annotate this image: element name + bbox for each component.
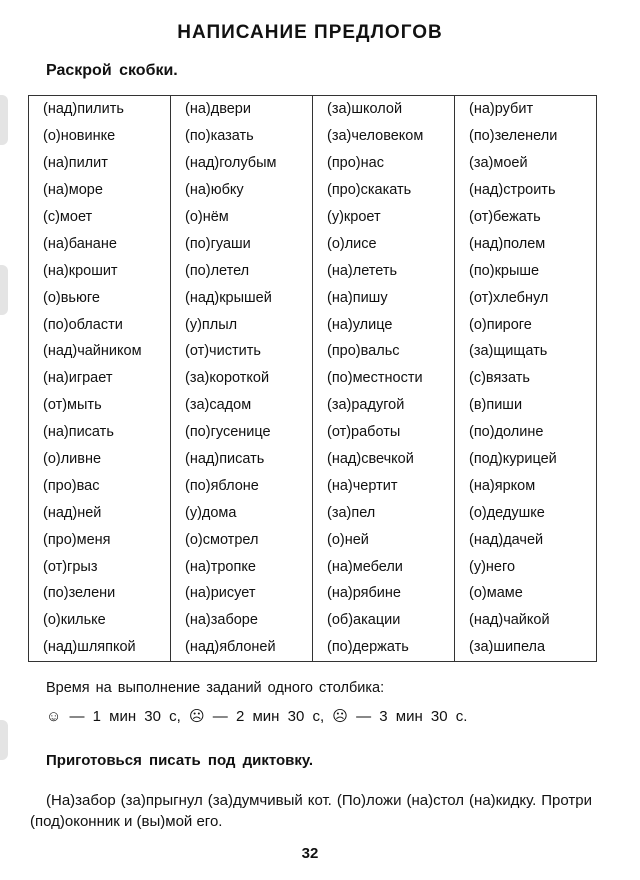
word-cell: (по)зеленели — [455, 123, 597, 150]
word-cell: (по)зелени — [29, 580, 171, 607]
dictation-heading: Приготовься писать под диктовку. — [46, 752, 314, 769]
word-cell: (за)человеком — [313, 123, 455, 150]
word-cell: (за)пел — [313, 499, 455, 526]
word-cell: (на)пилит — [29, 150, 171, 177]
word-cell: (над)чайником — [29, 338, 171, 365]
word-cell: (про)вас — [29, 472, 171, 499]
table-row — [29, 311, 597, 338]
table-row — [29, 123, 597, 150]
word-cell: (за)щищать — [455, 338, 597, 365]
table-row — [29, 607, 597, 634]
word-cell: (у)плыл — [171, 311, 313, 338]
word-cell: (по)крыше — [455, 257, 597, 284]
table-row — [29, 257, 597, 284]
word-cell: (по)летел — [171, 257, 313, 284]
word-cell: (на)тропке — [171, 553, 313, 580]
word-cell: (на)двери — [171, 96, 313, 123]
word-cell: (за)моей — [455, 150, 597, 177]
word-cell: (о)новинке — [29, 123, 171, 150]
task-instruction: Раскрой скобки. — [46, 62, 178, 79]
word-cell: (о)ней — [313, 526, 455, 553]
table-row — [29, 419, 597, 446]
timing-scale: ☺ — 1 мин 30 с, ☹ — 2 мин 30 с, ☹ — 3 мин 30 с. — [46, 708, 468, 725]
table-row — [29, 230, 597, 257]
word-cell: (на)улице — [313, 311, 455, 338]
word-cell: (от)грыз — [29, 553, 171, 580]
word-cell: (над)шляпкой — [29, 634, 171, 661]
word-cell: (по)долине — [455, 419, 597, 446]
word-cell: (в)пиши — [455, 392, 597, 419]
word-cell: (над)свечкой — [313, 446, 455, 473]
word-cell: (над)дачей — [455, 526, 597, 553]
word-cell: (о)пироге — [455, 311, 597, 338]
word-cell: (у)него — [455, 553, 597, 580]
word-cell: (о)ливне — [29, 446, 171, 473]
word-cell: (за)шипела — [455, 634, 597, 661]
word-cell: (на)ярком — [455, 472, 597, 499]
word-cell: (о)дедушке — [455, 499, 597, 526]
word-cell: (на)мебели — [313, 553, 455, 580]
word-cell: (на)море — [29, 177, 171, 204]
word-cell: (на)банане — [29, 230, 171, 257]
page-edge-mark — [0, 720, 8, 760]
table-row — [29, 526, 597, 553]
word-cell: (у)дома — [171, 499, 313, 526]
table-row — [29, 580, 597, 607]
page-number: 32 — [301, 845, 319, 862]
word-cell: (за)радугой — [313, 392, 455, 419]
dictation-text: (На)забор (за)прыгнул (за)думчивый кот. (По)ложи (на)стол (на)кидку. Протри (под)оконник и (вы)мой его. — [30, 792, 592, 830]
table-row — [29, 365, 597, 392]
word-cell: (за)школой — [313, 96, 455, 123]
word-cell: (на)чертит — [313, 472, 455, 499]
word-cell: (про)вальс — [313, 338, 455, 365]
table-row — [29, 499, 597, 526]
table-row — [29, 472, 597, 499]
word-cell: (о)кильке — [29, 607, 171, 634]
word-cell: (об)акации — [313, 607, 455, 634]
word-cell: (по)яблоне — [171, 472, 313, 499]
page-title: НАПИСАНИЕ ПРЕДЛОГОВ — [177, 22, 443, 43]
word-cell: (про)меня — [29, 526, 171, 553]
table-row — [29, 96, 597, 123]
table-row — [29, 634, 597, 661]
word-cell: (над)пилить — [29, 96, 171, 123]
word-cell: (на)рябине — [313, 580, 455, 607]
word-cell: (на)играет — [29, 365, 171, 392]
word-cell: (с)моет — [29, 204, 171, 231]
word-cell: (над)яблоней — [171, 634, 313, 661]
word-cell: (с)вязать — [455, 365, 597, 392]
table-row — [29, 150, 597, 177]
word-cell: (от)работы — [313, 419, 455, 446]
table-row — [29, 284, 597, 311]
word-cell: (от)бежать — [455, 204, 597, 231]
word-cell: (о)вьюге — [29, 284, 171, 311]
word-cell: (на)писать — [29, 419, 171, 446]
word-cell: (по)местности — [313, 365, 455, 392]
word-cell: (по)гуаши — [171, 230, 313, 257]
page-edge-mark — [0, 265, 8, 315]
word-cell: (по)казать — [171, 123, 313, 150]
word-cell: (на)рубит — [455, 96, 597, 123]
word-table — [28, 95, 597, 662]
word-cell: (от)хлебнул — [455, 284, 597, 311]
word-cell: (от)чистить — [171, 338, 313, 365]
word-cell: (на)крошит — [29, 257, 171, 284]
word-cell: (над)полем — [455, 230, 597, 257]
word-cell: (от)мыть — [29, 392, 171, 419]
word-cell: (над)ней — [29, 499, 171, 526]
page-edge-mark — [0, 95, 8, 145]
word-cell: (о)нём — [171, 204, 313, 231]
word-cell: (на)заборе — [171, 607, 313, 634]
word-cell: (по)области — [29, 311, 171, 338]
table-row — [29, 392, 597, 419]
word-cell: (на)рисует — [171, 580, 313, 607]
table-row — [29, 338, 597, 365]
word-cell: (над)писать — [171, 446, 313, 473]
word-cell: (о)смотрел — [171, 526, 313, 553]
word-cell: (по)гусенице — [171, 419, 313, 446]
word-cell: (на)юбку — [171, 177, 313, 204]
word-cell: (о)маме — [455, 580, 597, 607]
word-cell: (над)чайкой — [455, 607, 597, 634]
word-cell: (про)скакать — [313, 177, 455, 204]
word-cell: (у)кроет — [313, 204, 455, 231]
word-cell: (над)строить — [455, 177, 597, 204]
word-cell: (на)пишу — [313, 284, 455, 311]
word-cell: (по)держать — [313, 634, 455, 661]
word-cell: (под)курицей — [455, 446, 597, 473]
table-row — [29, 446, 597, 473]
word-cell: (за)садом — [171, 392, 313, 419]
table-row — [29, 177, 597, 204]
table-row — [29, 204, 597, 231]
word-cell: (на)лететь — [313, 257, 455, 284]
word-cell: (над)голубым — [171, 150, 313, 177]
word-cell: (о)лисе — [313, 230, 455, 257]
word-cell: (про)нас — [313, 150, 455, 177]
table-row — [29, 553, 597, 580]
word-cell: (за)короткой — [171, 365, 313, 392]
word-cell: (над)крышей — [171, 284, 313, 311]
timing-intro: Время на выполнение заданий одного столбика: — [46, 680, 385, 696]
